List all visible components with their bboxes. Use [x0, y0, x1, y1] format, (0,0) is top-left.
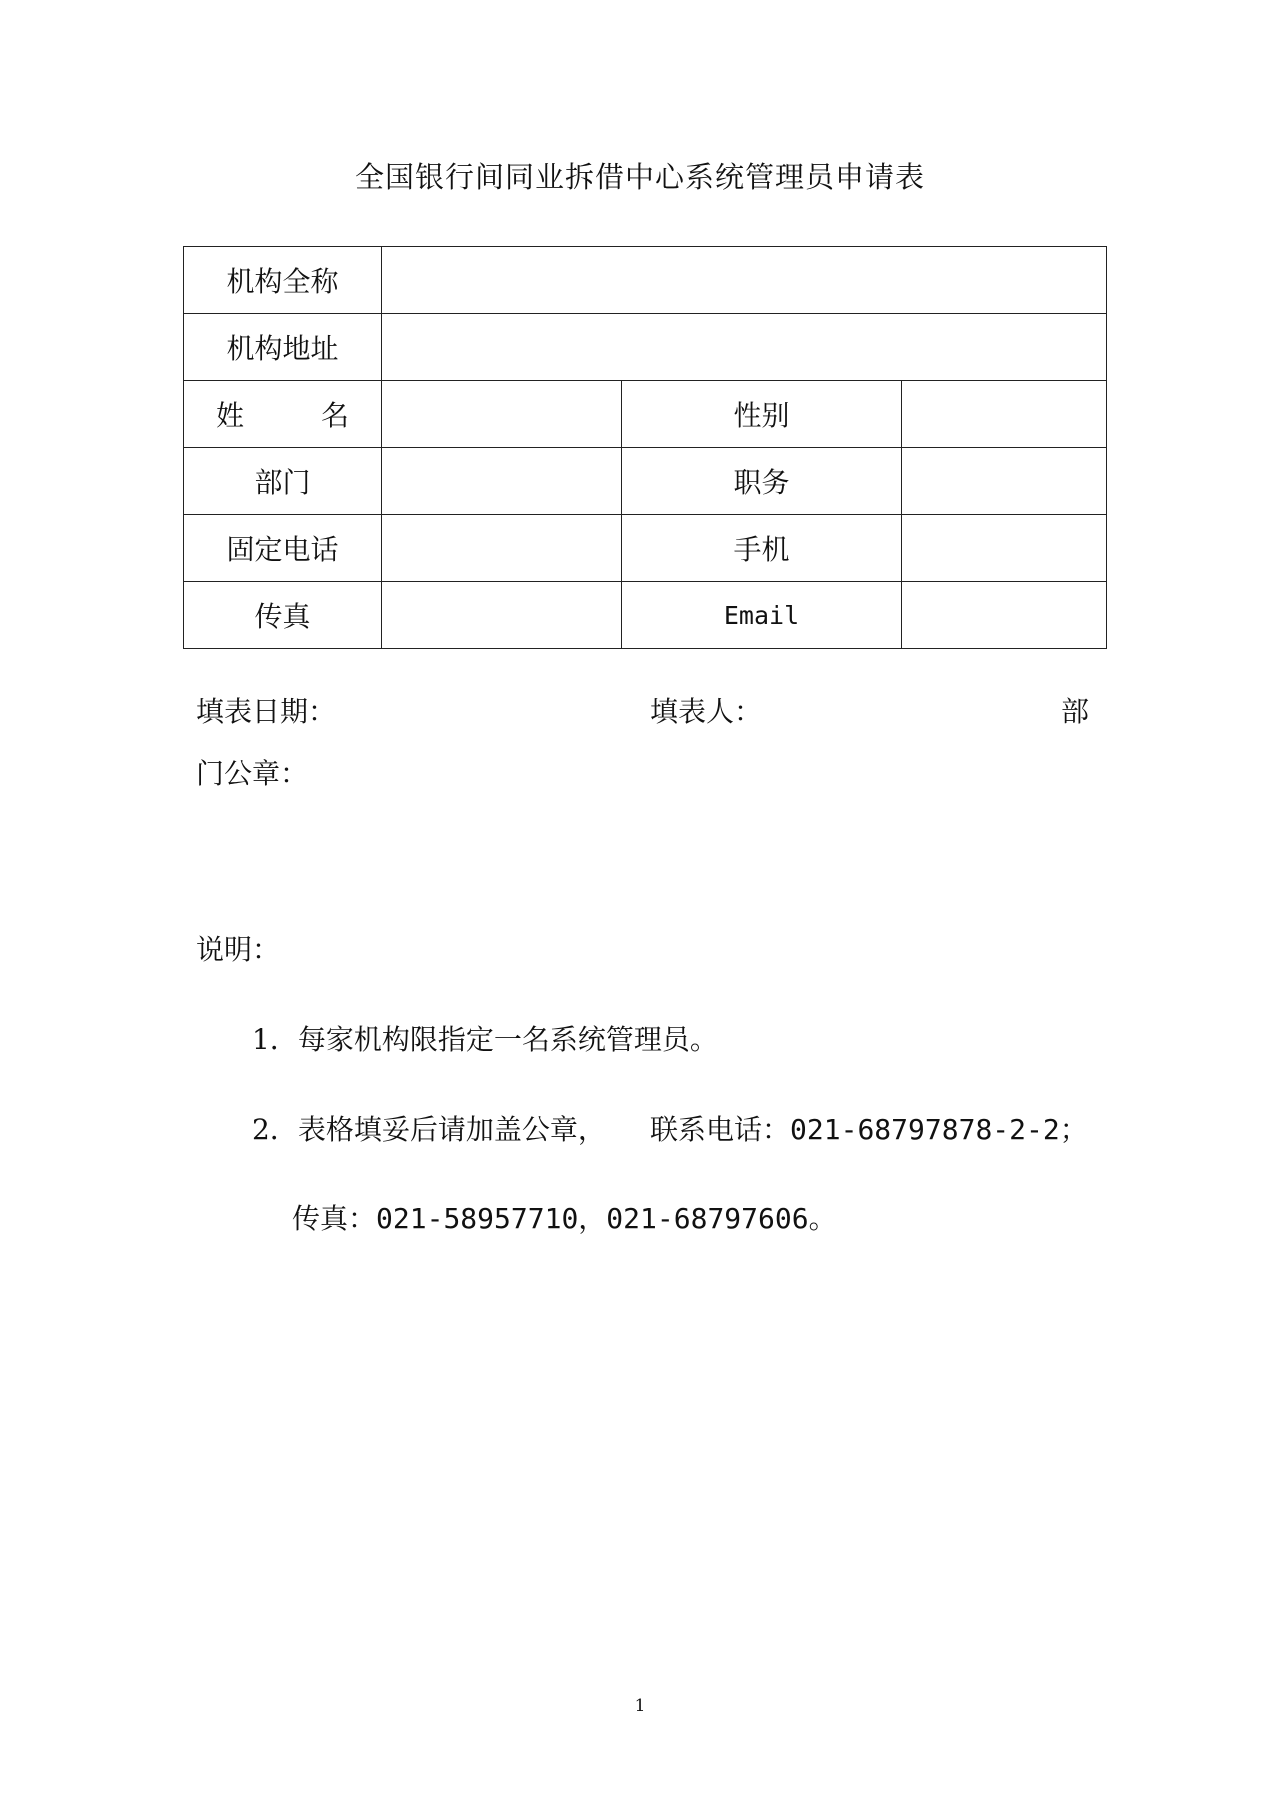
note-item-2-fax — [292, 1197, 837, 1237]
institution-address-label: 机构地址 — [184, 314, 382, 381]
email-field[interactable] — [902, 582, 1107, 649]
note-item-2-text: 表格填妥后请加盖公章， — [297, 1113, 606, 1146]
note-item-2-phone — [650, 1108, 1088, 1148]
landline-label: 固定电话 — [184, 515, 382, 582]
table-row — [184, 582, 1107, 649]
application-form-table — [183, 246, 1107, 649]
email-label: Email — [622, 582, 902, 649]
dept-seal-label-end: 门公章： — [196, 757, 309, 790]
gender-label: 性别 — [622, 381, 902, 448]
name-label-part2: 名 — [320, 399, 349, 432]
department-label: 部门 — [184, 448, 382, 515]
table-row — [184, 381, 1107, 448]
gender-field[interactable] — [902, 381, 1107, 448]
position-field[interactable] — [902, 448, 1107, 515]
name-field[interactable] — [382, 381, 622, 448]
mobile-label: 手机 — [622, 515, 902, 582]
institution-full-name-field[interactable] — [382, 247, 1107, 314]
name-label-part1: 姓 — [216, 399, 245, 432]
mobile-field[interactable] — [902, 515, 1107, 582]
table-row — [184, 515, 1107, 582]
note-item-1-number: 1． — [252, 1023, 298, 1056]
department-field[interactable] — [382, 448, 622, 515]
fax-field[interactable] — [382, 582, 622, 649]
institution-address-field[interactable] — [382, 314, 1107, 381]
name-label — [184, 381, 382, 448]
note-item-1 — [252, 1018, 718, 1058]
note-item-2-number: 2． — [252, 1113, 298, 1146]
dept-seal-label-start: 部 — [1061, 695, 1090, 728]
fax-note-label: 传真： — [292, 1202, 377, 1235]
notes-heading: 说明： — [196, 933, 281, 966]
fax-numbers: 021-58957710，021-68797606。 — [376, 1202, 837, 1235]
landline-field[interactable] — [382, 515, 622, 582]
filler-label: 填表人： — [650, 695, 763, 728]
institution-full-name-label: 机构全称 — [184, 247, 382, 314]
phone-label: 联系电话： — [650, 1113, 791, 1146]
note-item-2 — [252, 1108, 606, 1148]
phone-number: 021-68797878-2-2； — [790, 1113, 1088, 1146]
table-row — [184, 247, 1107, 314]
page-number: 1 — [634, 1696, 646, 1716]
fill-date-label: 填表日期： — [196, 695, 337, 728]
note-item-1-text: 每家机构限指定一名系统管理员。 — [297, 1023, 718, 1056]
form-title: 全国银行间同业拆借中心系统管理员申请表 — [354, 160, 925, 194]
fax-label: 传真 — [184, 582, 382, 649]
position-label: 职务 — [622, 448, 902, 515]
table-row — [184, 448, 1107, 515]
table-row — [184, 314, 1107, 381]
